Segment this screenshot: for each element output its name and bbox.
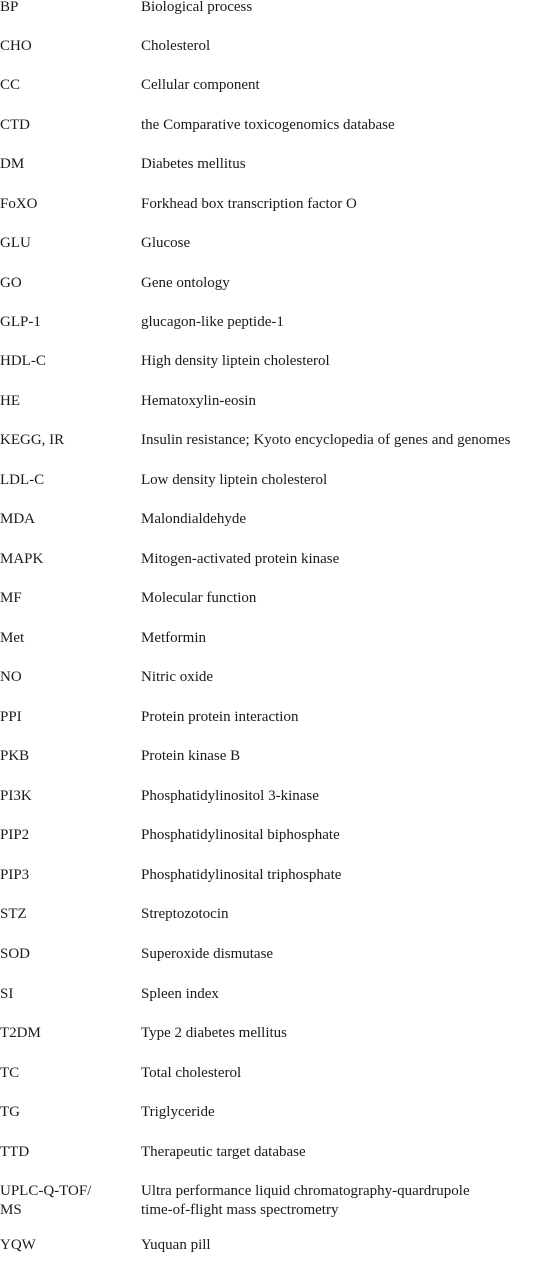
- abbreviation-cell: Met: [0, 630, 25, 646]
- definition-cell: Superoxide dismutase: [141, 946, 274, 962]
- definition-cell: Low density liptein cholesterol: [141, 472, 328, 488]
- definition-cell: Molecular function: [141, 590, 257, 606]
- table-row: [0, 431, 558, 450]
- table-row: [0, 274, 558, 293]
- definition-cell: Cellular component: [141, 77, 260, 93]
- abbreviation-cell: UPLC-Q-TOF/ MS: [0, 1183, 92, 1218]
- table-row: [0, 1236, 558, 1255]
- table-row: [0, 76, 558, 95]
- definition-cell: Metformin: [141, 630, 206, 646]
- table-row: [0, 352, 558, 371]
- abbreviation-cell: SI: [0, 986, 14, 1002]
- abbreviation-cell: STZ: [0, 906, 27, 922]
- definition-cell: Type 2 diabetes mellitus: [141, 1025, 288, 1041]
- abbreviation-cell: CHO: [0, 38, 32, 54]
- definition-cell: Cholesterol: [141, 38, 211, 54]
- definition-cell: Hematoxylin-eosin: [141, 393, 256, 409]
- table-row: [0, 629, 558, 648]
- definition-cell: Yuquan pill: [141, 1237, 211, 1253]
- abbreviation-cell: BP: [0, 0, 19, 15]
- abbreviation-cell: PIP3: [0, 867, 30, 883]
- definition-cell: Forkhead box transcription factor O: [141, 196, 357, 212]
- definition-cell: Streptozotocin: [141, 906, 229, 922]
- table-row: [0, 1103, 558, 1122]
- abbreviation-cell: TTD: [0, 1144, 30, 1160]
- abbreviation-cell: GLP-1: [0, 314, 41, 330]
- table-row: [0, 392, 558, 411]
- definition-cell: Insulin resistance; Kyoto encyclopedia of genes and genomes: [141, 432, 511, 448]
- abbreviation-cell: SOD: [0, 946, 31, 962]
- abbreviation-cell: PIP2: [0, 827, 30, 843]
- abbreviation-cell: HE: [0, 393, 20, 409]
- table-row: [0, 116, 558, 135]
- abbreviation-cell: KEGG, IR: [0, 432, 65, 448]
- definition-cell: glucagon-like peptide-1: [141, 314, 284, 330]
- abbreviation-cell: TC: [0, 1065, 20, 1081]
- table-row: [0, 985, 558, 1004]
- table-row: [0, 708, 558, 727]
- abbreviation-cell: GLU: [0, 235, 31, 251]
- definition-cell: Total cholesterol: [141, 1065, 242, 1081]
- abbreviation-cell: HDL-C: [0, 353, 46, 369]
- table-row: [0, 1143, 558, 1162]
- definition-cell: Phosphatidylinositol 3-kinase: [141, 788, 319, 804]
- table-row: [0, 945, 558, 964]
- table-row: [0, 550, 558, 569]
- table-row: [0, 510, 558, 529]
- definition-cell: Therapeutic target database: [141, 1144, 306, 1160]
- abbreviation-cell: PPI: [0, 709, 22, 725]
- table-row: [0, 234, 558, 253]
- abbreviation-cell: CTD: [0, 117, 30, 133]
- abbreviation-cell: MDA: [0, 511, 36, 527]
- definition-cell: Protein kinase B: [141, 748, 241, 764]
- definition-cell: Gene ontology: [141, 275, 230, 291]
- definition-cell: Biological process: [141, 0, 253, 15]
- abbreviation-cell: GO: [0, 275, 22, 291]
- definition-cell: High density liptein cholesterol: [141, 353, 330, 369]
- abbreviation-cell: NO: [0, 669, 22, 685]
- definition-cell: Glucose: [141, 235, 191, 251]
- abbreviation-cell: YQW: [0, 1237, 36, 1253]
- definition-cell: the Comparative toxicogenomics database: [141, 117, 395, 133]
- abbreviation-cell: DM: [0, 156, 25, 172]
- table-row: [0, 471, 558, 490]
- abbreviation-cell: MF: [0, 590, 22, 606]
- table-row: [0, 747, 558, 766]
- table-row: [0, 668, 558, 687]
- definition-cell: Malondialdehyde: [141, 511, 246, 527]
- table-row: [0, 905, 558, 924]
- abbreviation-cell: CC: [0, 77, 21, 93]
- definition-cell: Protein protein interaction: [141, 709, 299, 725]
- table-row: [0, 826, 558, 845]
- definition-cell: Mitogen-activated protein kinase: [141, 551, 340, 567]
- definition-cell: Phosphatidylinosital triphosphate: [141, 867, 342, 883]
- abbreviation-cell: T2DM: [0, 1025, 41, 1041]
- table-row: [0, 37, 558, 56]
- abbreviation-cell: FoXO: [0, 196, 38, 212]
- table-row: [0, 0, 558, 17]
- table-row: [0, 589, 558, 608]
- abbreviation-cell: LDL-C: [0, 472, 45, 488]
- table-row: [0, 1064, 558, 1083]
- definition-cell: Ultra performance liquid chromatography-quardrupole time-of-flight mass spectrometry: [141, 1183, 470, 1218]
- abbreviation-cell: PI3K: [0, 788, 32, 804]
- table-row: [0, 1182, 558, 1220]
- abbreviation-cell: TG: [0, 1104, 20, 1120]
- abbreviation-cell: MAPK: [0, 551, 44, 567]
- table-row: [0, 787, 558, 806]
- table-row: [0, 313, 558, 332]
- definition-cell: Nitric oxide: [141, 669, 214, 685]
- definition-cell: Diabetes mellitus: [141, 156, 246, 172]
- definition-cell: Spleen index: [141, 986, 219, 1002]
- definition-cell: Triglyceride: [141, 1104, 215, 1120]
- table-row: [0, 1024, 558, 1043]
- table-row: [0, 866, 558, 885]
- abbreviation-cell: PKB: [0, 748, 30, 764]
- table-row: [0, 195, 558, 214]
- table-row: [0, 155, 558, 174]
- definition-cell: Phosphatidylinosital biphosphate: [141, 827, 340, 843]
